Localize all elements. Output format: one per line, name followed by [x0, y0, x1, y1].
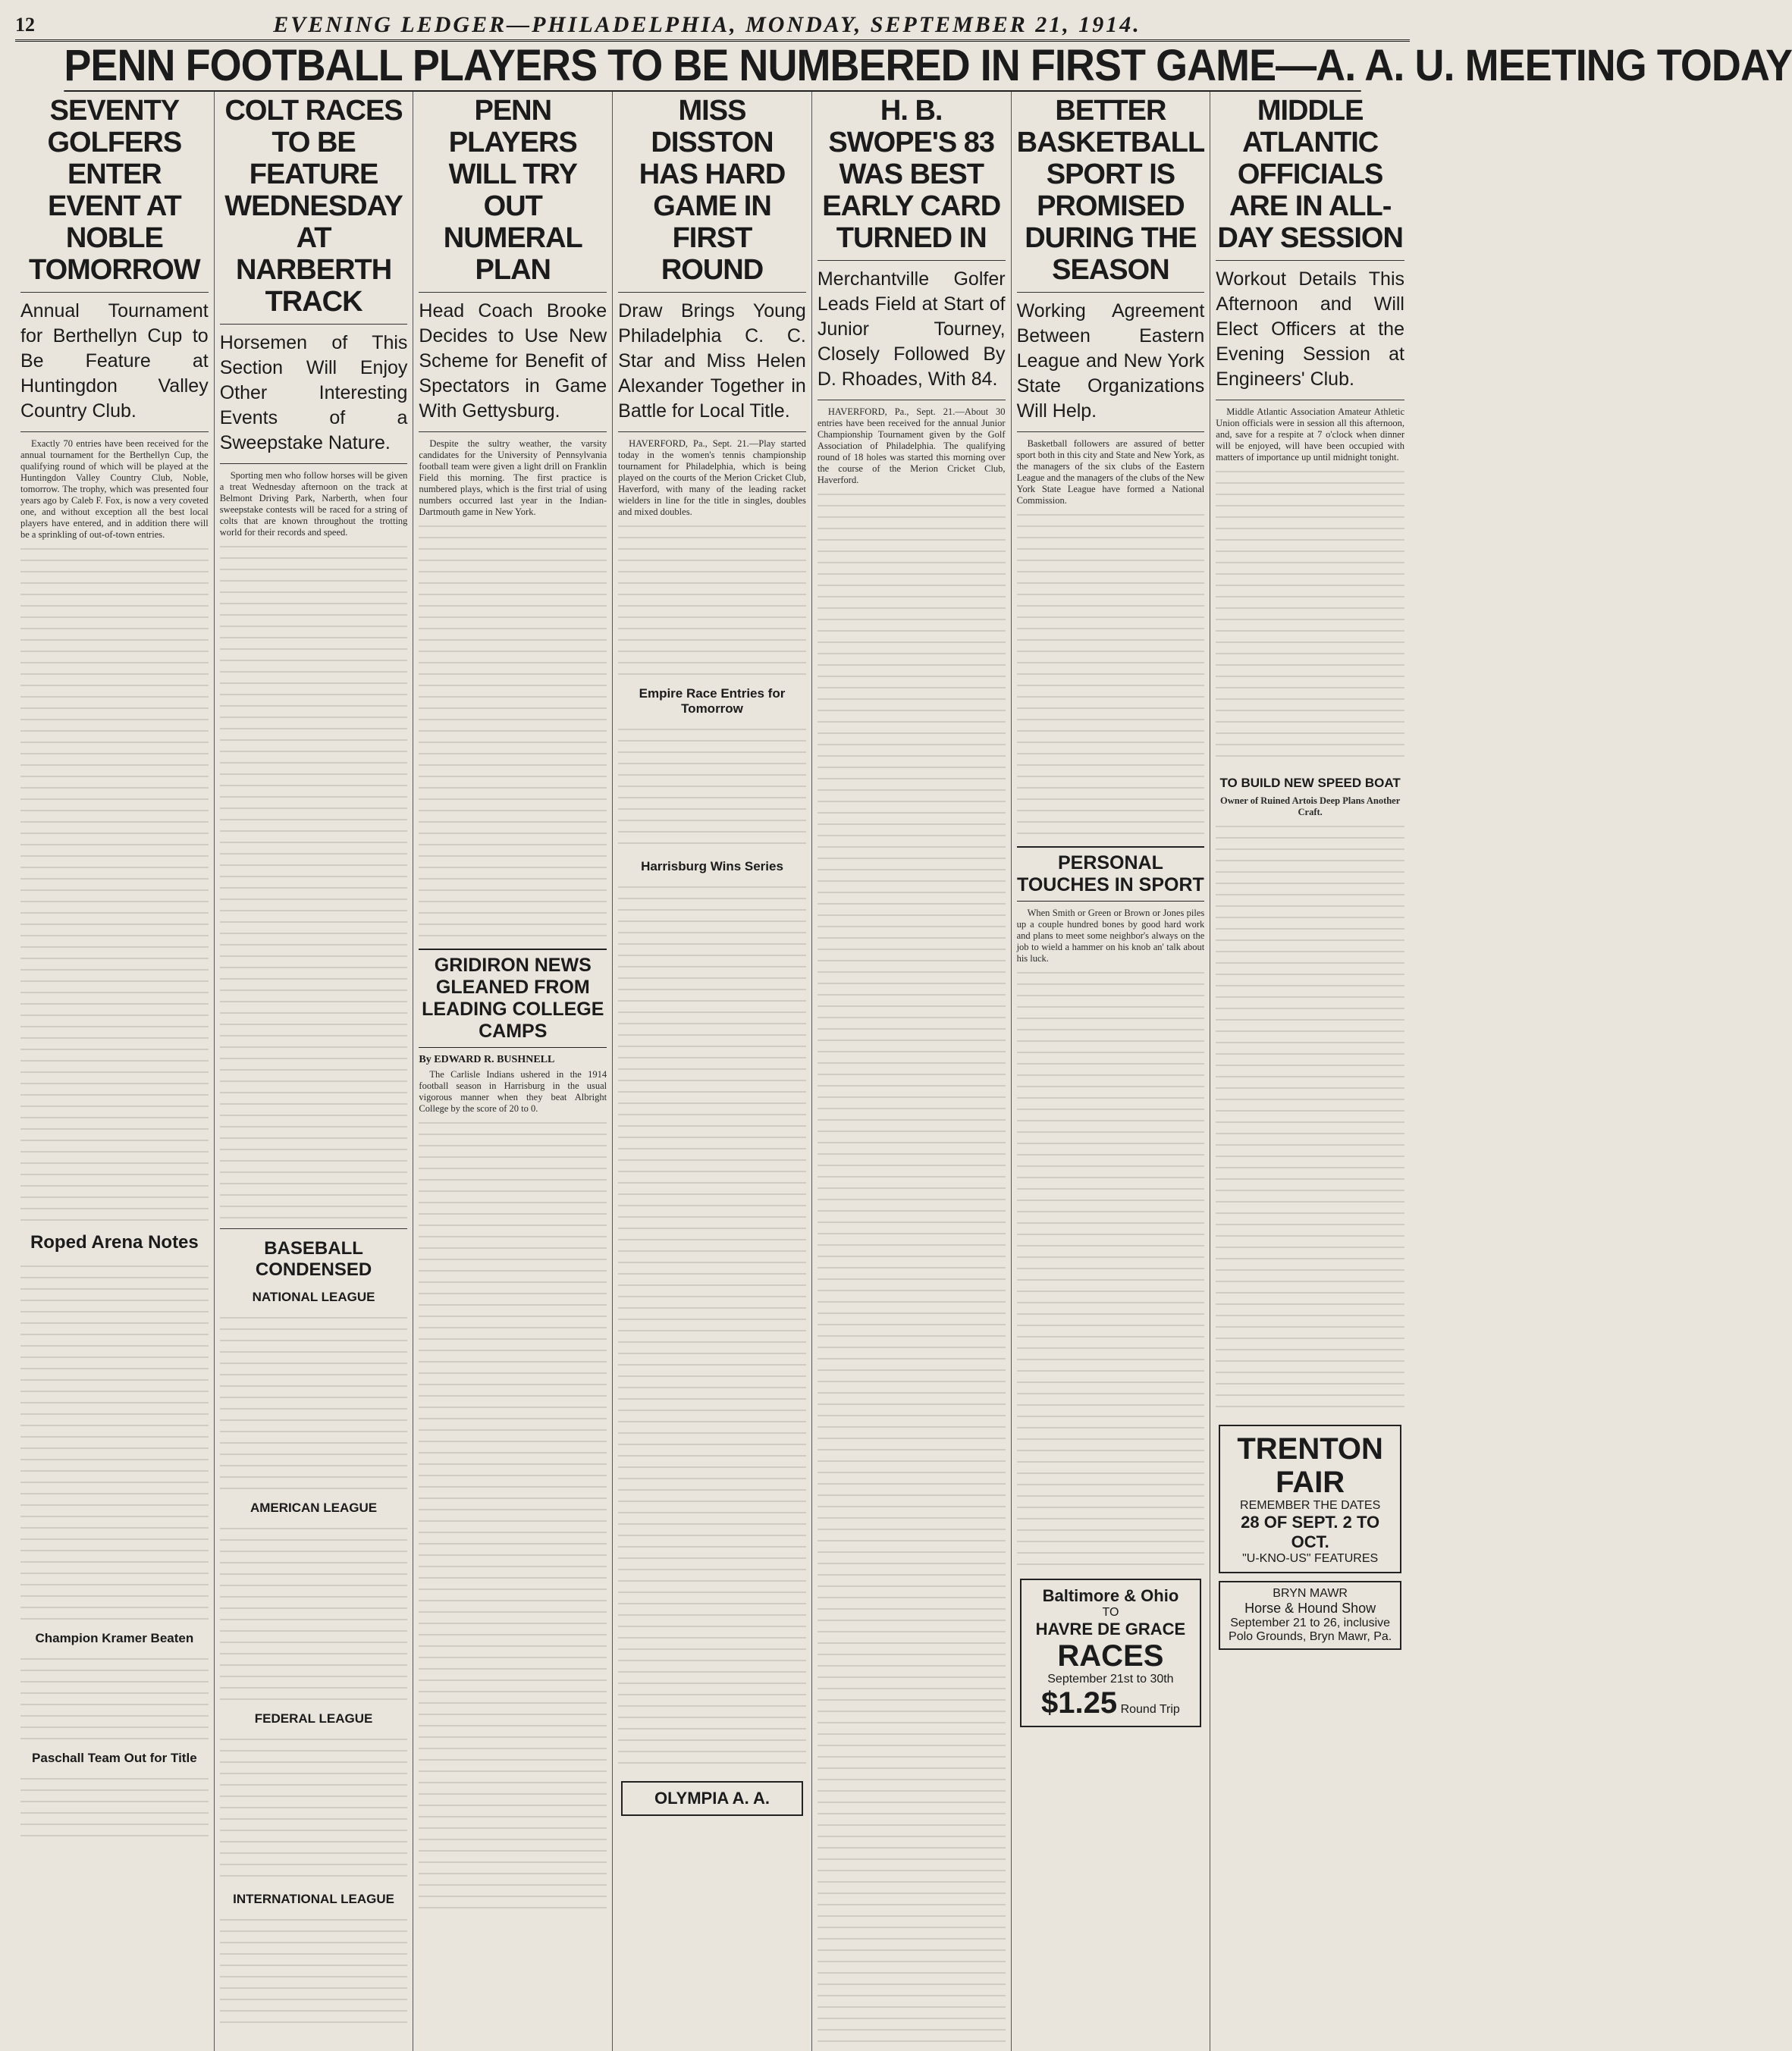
standings-block — [220, 1911, 408, 2025]
headline-golfers: SEVENTY GOLFERS ENTER EVENT AT NOBLE TOMORROW — [20, 95, 209, 293]
bo-destination: HAVRE DE GRACE — [1035, 1620, 1186, 1639]
deck-swope: Merchantville Golfer Leads Field at Start of Junior Tourney, Closely Followed By D. Rhoades, With 84. — [818, 267, 1006, 400]
trenton-fair-ad — [1219, 1425, 1401, 1573]
bryn-title: BRYN MAWR — [1273, 1587, 1348, 1600]
body-text-block — [1017, 964, 1205, 1571]
standings-block — [220, 1309, 408, 1491]
article-body-basketball: Basketball followers are assured of better sport both in this city and State and New York, as the managers of the six clubs of the Eastern League and the managers of the clubs of the New York State League have formed a National Commission. — [1016, 438, 1205, 506]
personal-touches-body: When Smith or Green or Brown or Jones piles up a couple hundred bones by good hard work and plans to meet some neighbor's always on the job to wield a hammer on his knob an' talk about his luck. — [1016, 908, 1205, 964]
subhead-federal-league: FEDERAL LEAGUE — [254, 1711, 373, 1726]
bo-dates: September 21st to 30th — [1047, 1673, 1174, 1686]
article-body-middle-atlantic: Middle Atlantic Association Amateur Athletic Union officials were in session all this afternoon, and, save for a respite at 7 o'clock when dinner will be enjoyed, will have been occupied with matters of importance up until midnight tonight. — [1216, 406, 1404, 463]
subhead-speed-boat: TO BUILD NEW SPEED BOAT — [1219, 776, 1401, 790]
trenton-remember: REMEMBER THE DATES — [1240, 1499, 1381, 1512]
olympia-title: OLYMPIA A. A. — [654, 1789, 770, 1808]
body-text-block — [1216, 463, 1404, 767]
deck-middle-atlantic: Workout Details This Afternoon and Will Elect Officers at the Evening Session at Engineers' Club. — [1216, 267, 1404, 400]
bo-to: TO — [1102, 1606, 1119, 1619]
bryn-mawr-ad — [1219, 1581, 1401, 1650]
subhead-international-league: INTERNATIONAL LEAGUE — [233, 1892, 394, 1906]
article-body-swope: HAVERFORD, Pa., Sept. 21.—About 30 entries have been received for the annual Junior Championship Tournament given by the Golf Association of Philadelphia. The qualifying round of 18 holes was started this morning over the course of the Merion Cricket Club, Haverford. — [817, 406, 1006, 485]
body-text-block — [20, 1770, 209, 1846]
bryn-location: Polo Grounds, Bryn Mawr, Pa. — [1229, 1630, 1392, 1643]
gridiron-body: The Carlisle Indians ushered in the 1914 football season in Harrisburg in the usual vigorous manner when they beat Albright College by the score of 20 to 0. — [419, 1069, 607, 1114]
subhead-empire-entries: Empire Race Entries for Tomorrow — [639, 686, 786, 716]
personal-touches-headline: PERSONAL TOUCHES IN SPORT — [1017, 846, 1205, 902]
headline-middle-atlantic: MIDDLE ATLANTIC OFFICIALS ARE IN ALL-DAY SESSION — [1216, 95, 1404, 261]
bryn-show: Horse & Hound Show — [1244, 1601, 1376, 1616]
baltimore-ohio-ad — [1020, 1579, 1202, 1727]
bo-races: RACES — [1057, 1639, 1164, 1673]
column-middle-atlantic — [1210, 92, 1410, 2051]
article-body-colt-races: Sporting men who follow horses will be given a treat Wednesday afternoon on the track at Belmont Driving Park, Narberth, when four sweepstake contests will be raced for a string of colts that are known throughout the trotting world for their records and speed. — [219, 470, 408, 538]
page-number: 12 — [15, 14, 35, 36]
article-body-golfers: Exactly 70 entries have been received for the annual tournament for the Berthellyn Cup, the qualifying round of which will be played at the Huntingdon Valley Country Club, Noble, tomorrow. The trophy, which was presented four years ago by Caleb F. Fox, is now a very coveted one, and without exception all the best local players have entered, and in addition there will be a sprinkling of out-of-town entries. — [20, 438, 209, 540]
column-penn-players — [413, 92, 613, 2051]
deck-penn-players: Head Coach Brooke Decides to Use New Scheme for Benefit of Spectators in Game With Gettysburg. — [419, 299, 607, 432]
deck-colt-races: Horsemen of This Section Will Enjoy Other Interesting Events of a Sweepstake Nature. — [220, 331, 408, 464]
body-text-block — [20, 1258, 209, 1622]
deck-basketball: Working Agreement Between Eastern League and New York State Organizations Will Help. — [1017, 299, 1205, 432]
column-basketball — [1012, 92, 1211, 2051]
headline-miss-disston: MISS DISSTON HAS HARD GAME IN FIRST ROUND — [618, 95, 806, 293]
entries-block — [618, 721, 806, 850]
subhead-baseball-condensed: BASEBALL CONDENSED — [255, 1238, 372, 1280]
gridiron-byline: By EDWARD R. BUSHNELL — [419, 1054, 555, 1065]
article-body-disston: HAVERFORD, Pa., Sept. 21.—Play started today in the women's tennis championship tournament for Philadelphia, which is being played on the courts of the Merion Cricket Club, Haverford, with many of the leading racket wielders in line for the title in singles, doubles and mixed doubles. — [618, 438, 806, 517]
subhead-national-league: NATIONAL LEAGUE — [252, 1290, 375, 1304]
paper-title: EVENING LEDGER—PHILADELPHIA, MONDAY, SEPTEMBER 21, 1914. — [273, 12, 1141, 37]
bryn-dates: September 21 to 26, inclusive — [1230, 1617, 1391, 1629]
column-colt-races — [215, 92, 414, 2051]
subhead-paschall: Paschall Team Out for Title — [32, 1751, 197, 1765]
subhead-roped-arena: Roped Arena Notes — [30, 1232, 199, 1253]
body-text-block — [20, 1651, 209, 1742]
trenton-title: TRENTON FAIR — [1237, 1432, 1383, 1499]
bo-title: Baltimore & Ohio — [1042, 1586, 1179, 1605]
headline-penn-players: PENN PLAYERS WILL TRY OUT NUMERAL PLAN — [419, 95, 607, 293]
deck-golfers: Annual Tournament for Berthellyn Cup to Be Feature at Huntingdon Valley Country Club. — [20, 299, 209, 432]
body-text-block — [419, 518, 607, 942]
subhead-american-league: AMERICAN LEAGUE — [249, 1501, 378, 1515]
bo-price: $1.25 — [1041, 1686, 1118, 1720]
banner-headline: PENN FOOTBALL PLAYERS TO BE NUMBERED IN FIRST GAME—A. A. U. MEETING TODAY — [64, 41, 1792, 90]
trenton-dates: 28 OF SEPT. 2 TO OCT. — [1241, 1513, 1380, 1551]
body-text-block — [618, 518, 806, 677]
deck-miss-disston: Draw Brings Young Philadelphia C. C. Star and Miss Helen Alexander Together in Battle for Local Title. — [618, 299, 806, 432]
divider — [220, 1228, 408, 1229]
body-text-block — [419, 1115, 607, 1911]
headline-swope: H. B. SWOPE'S 83 WAS BEST EARLY CARD TURNED IN — [818, 95, 1006, 261]
subhead-kramer: Champion Kramer Beaten — [35, 1631, 194, 1645]
column-miss-disston — [613, 92, 812, 2051]
speed-boat-deck: Owner of Ruined Artois Deep Plans Another Craft. — [1220, 795, 1401, 817]
standings-block — [220, 1520, 408, 1702]
column-swope — [812, 92, 1012, 2051]
trenton-features: "U-KNO-US" FEATURES — [1242, 1552, 1379, 1565]
body-text-block — [20, 541, 209, 1223]
body-text-block — [618, 879, 806, 1773]
body-text-block — [1216, 818, 1404, 1417]
column-golf — [15, 92, 215, 2051]
folio-line — [15, 11, 1410, 42]
body-text-block — [1017, 506, 1205, 840]
body-text-block — [818, 486, 1006, 2048]
subhead-harrisburg: Harrisburg Wins Series — [641, 859, 783, 873]
body-text-block — [220, 538, 408, 1221]
gridiron-headline: GRIDIRON NEWS GLEANED FROM LEADING COLLEGE CAMPS — [419, 949, 607, 1048]
headline-basketball: BETTER BASKETBALL SPORT IS PROMISED DURING THE SEASON — [1017, 95, 1205, 293]
article-body-penn: Despite the sultry weather, the varsity candidates for the University of Pennsylvania football team were given a light drill on Franklin Field this morning. The first practice is numbered plays, which is the first trial of using numbers occurred last year in the Indian-Dartmouth game in New York. — [419, 438, 607, 517]
article-columns — [15, 92, 1410, 1911]
bo-price-note: Round Trip — [1120, 1703, 1180, 1716]
olympia-ad — [621, 1781, 803, 1816]
headline-colt-races: COLT RACES TO BE FEATURE WEDNESDAY AT NARBERTH TRACK — [220, 95, 408, 325]
standings-block — [220, 1731, 408, 1883]
